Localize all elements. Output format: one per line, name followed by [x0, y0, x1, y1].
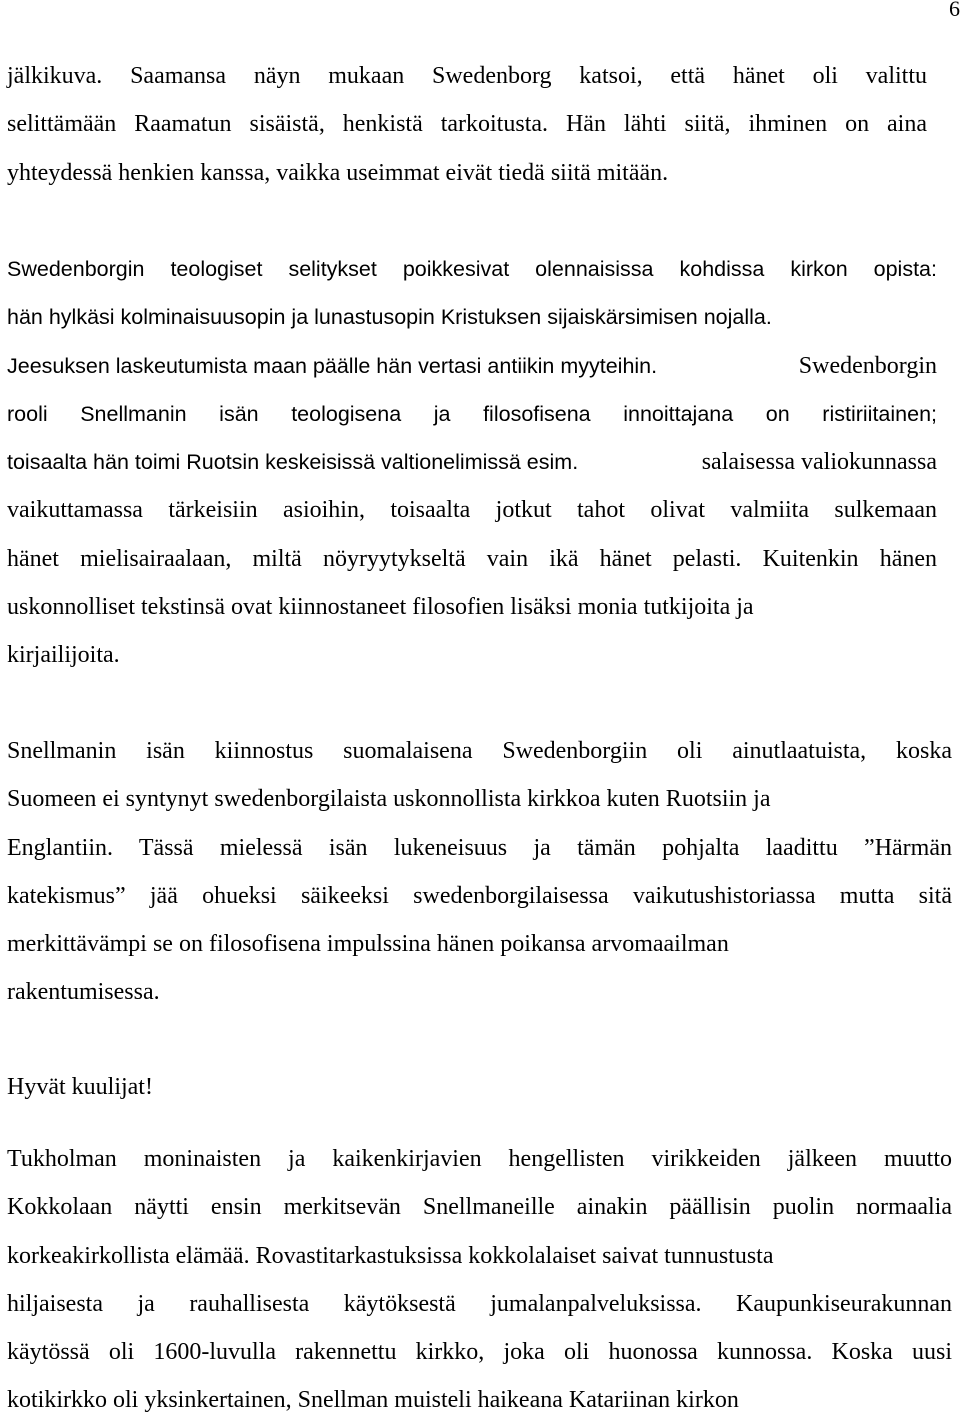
text-line: Kokkolaan näytti ensin merkitsevän Snellmaneille ainakin päällisin puolin normaalia	[7, 1194, 952, 1221]
text-line	[7, 342, 937, 390]
text-segment: salaisessa valiokunnassa	[701, 449, 937, 476]
text-line: rooli Snellmanin isän teologisena ja filosofisena innoittajana on ristiriitainen;	[7, 401, 937, 426]
text-line: Hyvät kuulijat!	[7, 1074, 153, 1100]
paragraph-greeting	[7, 1063, 307, 1111]
text-segment: Jeesuksen laskeutumista maan päälle hän vertasi antiikin myyteihin.	[7, 353, 658, 378]
text-line: Englantiin. Tässä mielessä isän lukeneisuus ja tämän pohjalta laadittu ”Härmän	[7, 834, 952, 861]
text-line: kotikirkko oli yksinkertainen, Snellman muisteli haikeana Katariinan kirkon	[7, 1387, 739, 1414]
text-line: jälkikuva. Saamansa näyn mukaan Swedenborg katsoi, että hänet oli valittu	[7, 63, 927, 89]
text-line: uskonnolliset tekstinsä ovat kiinnostaneet filosofien lisäksi monia tutkijoita ja	[7, 594, 754, 621]
text-line: merkittävämpi se on filosofisena impulssina hänen poikansa arvomaailman	[7, 931, 729, 958]
text-line: Snellmanin isän kiinnostus suomalaisena Swedenborgiin oli ainutlaatuista, koska	[7, 738, 952, 764]
text-line: hänet mielisairaalaan, miltä nöyryytykseltä vain ikä hänet pelasti. Kuitenkin hänen	[7, 545, 937, 572]
text-line: katekismus” jää ohueksi säikeeksi swedenborgilaisessa vaikutushistoriassa mutta sitä	[7, 882, 952, 909]
paragraph-swedenborg-vision	[7, 52, 927, 197]
page-number: 6	[949, 0, 960, 21]
text-line: selittämään Raamatun sisäistä, henkistä tarkoitusta. Hän lähti siitä, ihminen on aina	[7, 111, 927, 138]
text-line: käytössä oli 1600-luvulla rakennettu kirkko, joka oli huonossa kunnossa. Koska uusi	[7, 1339, 952, 1366]
text-line: vaikuttamassa tärkeisiin asioihin, toisaalta jotkut tahot olivat valmiita sulkemaan	[7, 497, 937, 524]
text-line: yhteydessä henkien kanssa, vaikka useimmat eivät tiedä siitä mitään.	[7, 159, 669, 186]
paragraph-swedenborg-theology	[7, 245, 937, 680]
text-line: Swedenborgin teologiset selitykset poikkesivat olennaisissa kohdissa kirkon opista:	[7, 257, 937, 281]
text-line: kirjailijoita.	[7, 642, 120, 669]
text-line: korkeakirkollista elämää. Rovastitarkastuksissa kokkolalaiset saivat tunnustusta	[7, 1242, 774, 1269]
text-segment: Swedenborgin	[798, 352, 937, 379]
text-line: Suomeen ei syntynyt swedenborgilaista uskonnollista kirkkoa kuten Ruotsiin ja	[7, 786, 771, 813]
text-line: hiljaisesta ja rauhallisesta käytöksestä jumalanpalveluksissa. Kaupunkiseurakunnan	[7, 1290, 952, 1317]
text-segment: toisaalta hän toimi Ruotsin keskeisissä valtionelimissä esim.	[7, 450, 579, 475]
paragraph-kokkola	[7, 1135, 952, 1425]
paragraph-snellman-father-interest	[7, 727, 952, 1017]
text-line	[7, 438, 937, 486]
text-line: hän hylkäsi kolminaisuusopin ja lunastusopin Kristuksen sijaiskärsimisen nojalla.	[7, 305, 772, 330]
text-line: rakentumisessa.	[7, 979, 160, 1006]
text-line: Tukholman moninaisten ja kaikenkirjavien hengellisten virikkeiden jälkeen muutto	[7, 1146, 952, 1172]
